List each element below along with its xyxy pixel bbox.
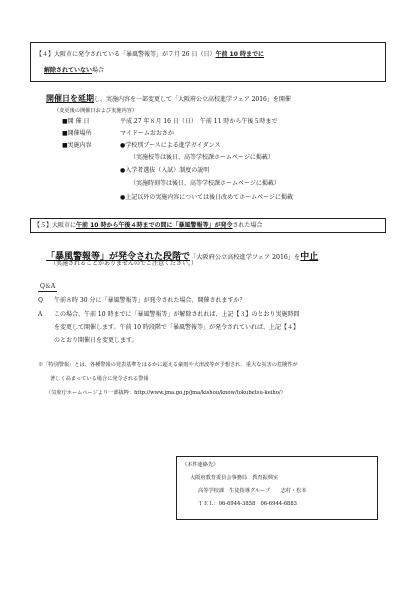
content-line-3: （実施時刻等は後日、高等学校課ホームページに掲載） [130, 180, 280, 187]
notice-4-not-lifted: 解除されていない [44, 67, 93, 74]
content-line-2: ●入学者選抜（入試）制度の説明 [120, 167, 210, 174]
contact-tel: ＴＥＬ：06-6944-3858 06-6944-6883 [198, 501, 297, 507]
postpone-row-date-value: 平成 27 年８月 16 日（日） 午前 11 時から午後５時まで [120, 118, 278, 125]
footnote-line-3: （気象庁ホームページより一部抜粋：http://www.jma.go.jp/jma/kishou/know/tokubetsu-keiho/） [46, 390, 286, 396]
notice-5-prefix: 【５】大阪市に [34, 222, 77, 229]
contact-title: 《本件連絡先》 [182, 462, 219, 468]
footnote-line-1: ※「特別警報」とは、各種警報の発表基準をはるかに超える豪雨や大津波等が予想され、重大な災害の危険性が [38, 362, 298, 368]
qa-q-mark: Q [38, 297, 43, 304]
notice-4-line1 [36, 50, 264, 59]
postpone-row-venue-value: マイドームおおさか [120, 130, 174, 137]
cancel-note: （実施されることがありませんのでご注意ください。） [50, 260, 198, 267]
notice-4-line2 [44, 66, 104, 75]
contact-org: 大阪府教育委員会事務局 教育振興室 [190, 475, 279, 481]
postpone-sub: （変更後の開催日および実施内容） [54, 108, 138, 114]
postpone-row-venue-label: ■開催場所 [62, 130, 92, 137]
notice-4-line1-text: 【４】大阪市に発令されている「暴風警報等」が７月 26 日（日） [36, 51, 216, 58]
notice-5-line [34, 221, 263, 230]
cancel-event: 「大阪府公立高校進学フェア 2016」を [190, 254, 301, 261]
cancel-word: 中止 [300, 252, 319, 262]
qa-a-line-1: この場合、午前 10 時までに「暴風警報等」が解除されれば、上記【３】のとおり実施時間 [54, 311, 300, 318]
postpone-row-content-label: ■実施内容 [62, 142, 92, 149]
qa-a-line-3: のとおり開催日を変更します。 [54, 337, 138, 344]
contact-group: 高等学校課 生徒指導グループ 志村・松本 [198, 488, 307, 494]
content-line-4: ●上記以外の実施内容については後日改めてホームページに掲載 [120, 194, 293, 201]
qa-a-line-2: を変更して開催します。午前 10 時段階で「暴風警報等」が発令されていれば、上記【４】 [54, 324, 299, 331]
postpone-heading-line [46, 94, 291, 104]
notice-5-suffix: された場合 [232, 222, 263, 229]
content-line-1: （実施校等は後日、高等学校課ホームページに掲載） [130, 154, 274, 161]
notice-4-case: 場合 [92, 67, 105, 74]
cancel-trigger: 「暴風警報等」が発令された段階で [46, 252, 191, 262]
postpone-heading: 開催日を延期 [46, 94, 94, 103]
postpone-row-content-value: ●学校別ブースによる進学ガイダンス [120, 142, 221, 149]
notice-5-window: 午前 10 時から午後４時までの間に「暴風警報等」が発令 [76, 222, 233, 229]
qa-a-mark: A [38, 311, 43, 318]
notice-4-deadline: 午前 10 時までに [215, 51, 264, 58]
qa-q-text: 午前８時 30 分に「暴風警報等」が発令された場合、開催されますか？ [54, 297, 246, 304]
postpone-row-date-label: ■開 催 日 [62, 118, 90, 125]
postpone-heading-rest: し、実施内容を一部変更して「大阪府公立高校進学フェア 2016」を開催 [94, 96, 291, 103]
notice-4-box [30, 42, 386, 82]
footnote-line-2: 著しく高まっている場合に発令される警報 [50, 376, 149, 382]
qa-heading: Q＆A [40, 283, 56, 290]
